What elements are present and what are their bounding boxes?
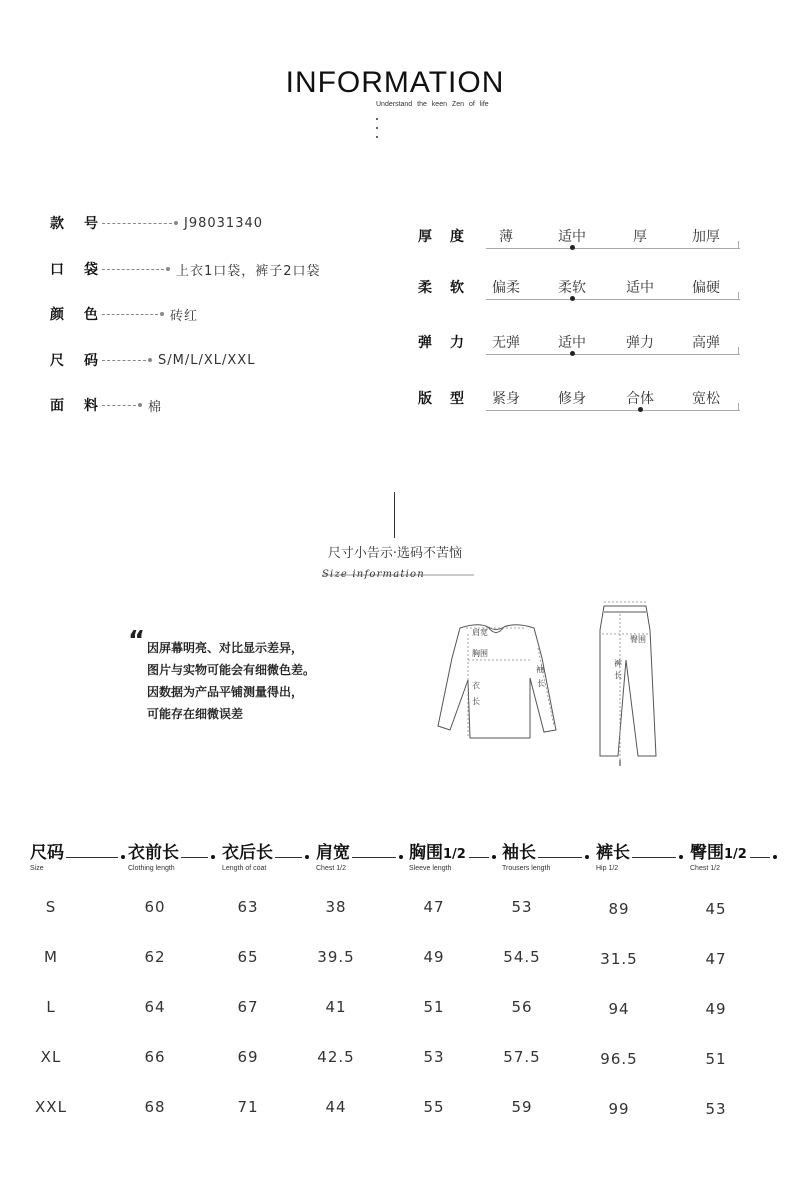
table-cell: 94 bbox=[608, 1000, 630, 1018]
info-value: 砖红 bbox=[170, 308, 199, 324]
table-cell: M bbox=[44, 948, 58, 966]
header-en: Hip 1/2 bbox=[596, 865, 619, 872]
scale-option: 紧身 bbox=[492, 391, 520, 407]
scale-option: 宽松 bbox=[692, 391, 720, 407]
table-cell: XL bbox=[40, 1048, 62, 1066]
pants-length-label-2: 长 bbox=[614, 671, 622, 680]
header-en: Sleeve length bbox=[409, 865, 452, 872]
scale-key: 版 型 bbox=[418, 391, 464, 407]
header-en: Size bbox=[30, 865, 44, 872]
table-header bbox=[690, 838, 784, 872]
table-cell: 67 bbox=[237, 998, 259, 1016]
quote-mark: “ bbox=[128, 626, 146, 656]
size-information-script bbox=[320, 566, 480, 582]
table-cell: 51 bbox=[423, 998, 445, 1016]
table-cell: 56 bbox=[511, 998, 533, 1016]
scale-option: 柔软 bbox=[558, 280, 586, 296]
info-value: 上衣1口袋，裤子2口袋 bbox=[176, 263, 321, 279]
scale-row bbox=[418, 327, 740, 357]
info-row bbox=[50, 259, 321, 279]
table-cell: 59 bbox=[511, 1098, 533, 1116]
page-title: INFORMATION bbox=[285, 66, 505, 99]
header-underline bbox=[66, 857, 118, 858]
scale-option: 高弹 bbox=[692, 335, 720, 351]
scale-option: 无弹 bbox=[492, 335, 520, 351]
table-cell: 96.5 bbox=[600, 1050, 638, 1068]
pants-outline bbox=[600, 606, 656, 756]
table-cell: 49 bbox=[423, 948, 445, 966]
scale-key: 弹 力 bbox=[418, 335, 464, 351]
size-tip-heading: 尺寸小告示·选码不苦恼 bbox=[327, 546, 463, 561]
header-zh: 胸围1/2 bbox=[409, 843, 466, 863]
table-cell: 99 bbox=[608, 1100, 630, 1118]
table-cell: 49 bbox=[705, 1000, 727, 1018]
table-cell: 71 bbox=[237, 1098, 259, 1116]
header-dot bbox=[773, 855, 777, 859]
table-header bbox=[30, 838, 124, 872]
info-key: 尺 码 bbox=[50, 353, 98, 369]
pants-diagram bbox=[590, 600, 660, 768]
info-key: 款 号 bbox=[50, 216, 98, 232]
info-key: 颜 色 bbox=[50, 307, 98, 323]
info-leader-dot bbox=[160, 312, 164, 316]
notice-line: 因数据为产品平铺测量得出， bbox=[147, 685, 304, 699]
scale-option: 修身 bbox=[558, 391, 586, 407]
table-cell: 57.5 bbox=[503, 1048, 541, 1066]
table-cell: 54.5 bbox=[503, 948, 541, 966]
section-divider-line bbox=[394, 492, 395, 538]
table-cell: 45 bbox=[705, 900, 727, 918]
info-leader-dot bbox=[138, 403, 142, 407]
scale-line bbox=[486, 248, 740, 249]
scale-option: 合体 bbox=[626, 391, 654, 407]
header-underline bbox=[632, 857, 676, 858]
table-cell: 47 bbox=[705, 950, 727, 968]
table-header bbox=[409, 838, 503, 872]
info-leader-line bbox=[102, 405, 136, 406]
header-underline bbox=[275, 857, 302, 858]
header-en: Length of coat bbox=[222, 865, 267, 872]
header-dot bbox=[679, 855, 683, 859]
header-dot bbox=[305, 855, 309, 859]
notice-line: 图片与实物可能会有细微色差。 bbox=[147, 663, 316, 677]
scale-line bbox=[486, 354, 740, 355]
table-cell: 60 bbox=[144, 898, 166, 916]
info-key: 口 袋 bbox=[50, 262, 98, 278]
scale-key: 柔 软 bbox=[418, 280, 464, 296]
table-cell: 62 bbox=[144, 948, 166, 966]
header-zh: 尺码 bbox=[30, 843, 64, 863]
table-cell: 51 bbox=[705, 1050, 727, 1068]
scale-line bbox=[486, 410, 740, 411]
scale-option: 适中 bbox=[626, 280, 654, 296]
info-leader-line bbox=[102, 269, 164, 270]
header-dot bbox=[492, 855, 496, 859]
scale-line bbox=[486, 299, 740, 300]
length-label-1: 衣 bbox=[472, 681, 480, 690]
table-cell: 68 bbox=[144, 1098, 166, 1116]
shoulder-label: 肩宽 bbox=[472, 628, 488, 637]
scale-row bbox=[418, 272, 740, 302]
info-leader-dot bbox=[148, 358, 152, 362]
table-cell: 65 bbox=[237, 948, 259, 966]
header-dot bbox=[585, 855, 589, 859]
table-cell: S bbox=[45, 898, 57, 916]
header-zh: 袖长 bbox=[502, 843, 536, 863]
notice-line: 因屏幕明亮、对比显示差异， bbox=[147, 641, 304, 655]
info-row bbox=[50, 213, 263, 233]
table-cell: 42.5 bbox=[317, 1048, 355, 1066]
scale-option: 适中 bbox=[558, 229, 586, 245]
table-cell: 53 bbox=[511, 898, 533, 916]
header-zh: 衣前长 bbox=[128, 843, 179, 863]
table-cell: 41 bbox=[325, 998, 347, 1016]
header-en: Clothing length bbox=[128, 865, 175, 872]
info-value: J98031340 bbox=[184, 215, 264, 231]
scale-option: 薄 bbox=[499, 229, 513, 245]
scale-row bbox=[418, 221, 740, 251]
scale-row bbox=[418, 383, 740, 413]
hip-label: 臀围 bbox=[630, 635, 646, 644]
sleeve-label-2: 长 bbox=[537, 679, 545, 688]
table-cell: 39.5 bbox=[317, 948, 355, 966]
table-cell: 53 bbox=[423, 1048, 445, 1066]
table-cell: L bbox=[46, 998, 56, 1016]
scale-option: 偏硬 bbox=[692, 280, 720, 296]
header-zh: 衣后长 bbox=[222, 843, 273, 863]
info-leader-line bbox=[102, 314, 158, 315]
table-cell: 64 bbox=[144, 998, 166, 1016]
coat-diagram bbox=[430, 618, 565, 748]
info-key: 面 料 bbox=[50, 398, 98, 414]
scale-selected-dot bbox=[570, 296, 575, 301]
table-header bbox=[596, 838, 690, 872]
scale-selected-dot bbox=[638, 407, 643, 412]
scale-option: 偏柔 bbox=[492, 280, 520, 296]
info-row bbox=[50, 395, 162, 415]
header-zh: 肩宽 bbox=[316, 843, 350, 863]
header-dot bbox=[211, 855, 215, 859]
color-notice bbox=[147, 637, 315, 725]
header-zh: 裤长 bbox=[596, 843, 630, 863]
length-label-2: 长 bbox=[472, 697, 480, 706]
header-en: Trousers length bbox=[502, 865, 551, 872]
header-dot bbox=[121, 855, 125, 859]
scale-option: 弹力 bbox=[626, 335, 654, 351]
header-zh: 臀围1/2 bbox=[690, 843, 747, 863]
table-cell: 47 bbox=[423, 898, 445, 916]
scale-selected-dot bbox=[570, 351, 575, 356]
vertical-dots-divider bbox=[376, 118, 380, 145]
table-cell: 38 bbox=[325, 898, 347, 916]
scale-option: 适中 bbox=[558, 335, 586, 351]
scale-selected-dot bbox=[570, 245, 575, 250]
header-underline bbox=[181, 857, 208, 858]
table-cell: 55 bbox=[423, 1098, 445, 1116]
header-en: Chest 1/2 bbox=[316, 865, 346, 872]
table-cell: 63 bbox=[237, 898, 259, 916]
table-cell: 44 bbox=[325, 1098, 347, 1116]
header-underline bbox=[750, 857, 770, 858]
info-value: S/M/L/XL/XXL bbox=[158, 352, 256, 368]
table-cell: 89 bbox=[608, 900, 630, 918]
info-leader-dot bbox=[166, 267, 170, 271]
chest-label: 胸围 bbox=[472, 649, 488, 658]
scale-key: 厚 度 bbox=[418, 229, 464, 245]
table-header bbox=[502, 838, 596, 872]
info-leader-line bbox=[102, 223, 172, 224]
info-row bbox=[50, 304, 198, 324]
info-row bbox=[50, 350, 255, 370]
script-text: Size information bbox=[322, 569, 425, 580]
header-underline bbox=[538, 857, 582, 858]
header-underline bbox=[352, 857, 396, 858]
header-underline bbox=[469, 857, 489, 858]
table-header bbox=[222, 838, 316, 872]
scale-option: 厚 bbox=[633, 229, 647, 245]
pants-length-label-1: 裤 bbox=[614, 659, 622, 668]
table-header bbox=[128, 838, 222, 872]
scale-option: 加厚 bbox=[692, 229, 720, 245]
notice-line: 可能存在细微误差 bbox=[147, 707, 244, 721]
header-en: Chest 1/2 bbox=[690, 865, 720, 872]
header-dot bbox=[399, 855, 403, 859]
table-cell: 31.5 bbox=[600, 950, 638, 968]
table-cell: 53 bbox=[705, 1100, 727, 1118]
info-value: 棉 bbox=[148, 399, 163, 415]
info-leader-line bbox=[102, 360, 146, 361]
table-cell: XXL bbox=[35, 1098, 67, 1116]
sleeve-label-1: 袖 bbox=[536, 665, 544, 674]
table-header bbox=[316, 838, 410, 872]
page-subtitle: Understand the keen Zen of life bbox=[376, 101, 489, 108]
table-cell: 69 bbox=[237, 1048, 259, 1066]
info-leader-dot bbox=[174, 221, 178, 225]
table-cell: 66 bbox=[144, 1048, 166, 1066]
